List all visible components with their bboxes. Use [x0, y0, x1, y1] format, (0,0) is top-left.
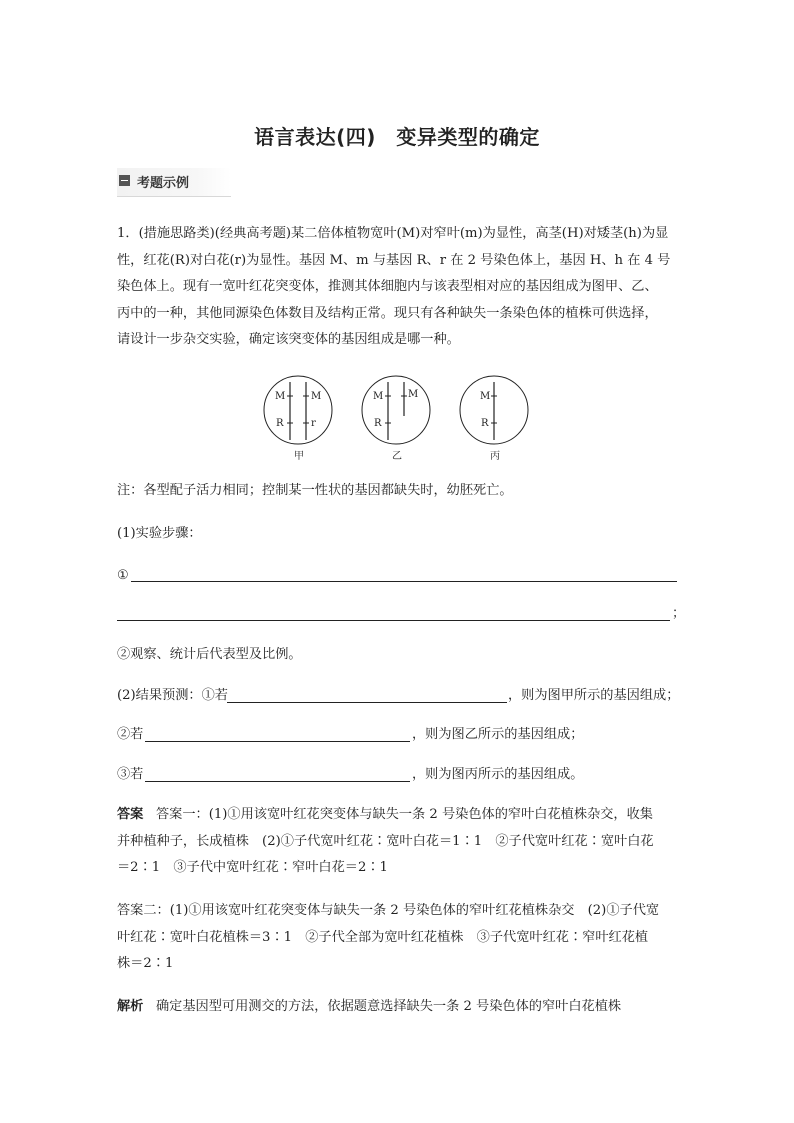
question-line: 1．(措施思路类)(经典高考题)某二倍体植物宽叶(M)对窄叶(m)为显性，高茎(H)对矮茎(h)为显 — [117, 226, 669, 241]
answer-tag: 答案 — [117, 807, 144, 822]
answer-1 — [117, 802, 681, 882]
step1-label: ① — [117, 568, 129, 583]
answer-line: 答案二：(1)①用该宽叶红花突变体与缺失一条 2 号染色体的窄叶红花植株杂交 (2)①子代宽 — [117, 903, 660, 918]
answer-line: 并种植种子，长成植株 (2)①子代宽叶红花∶宽叶白花＝1∶1 ②子代宽叶红花∶宽叶白花 — [117, 833, 654, 849]
question-text — [117, 221, 681, 354]
step1-blank-line-2[interactable] — [117, 620, 670, 621]
gene-label: R — [374, 418, 382, 429]
result3-suffix: ，则为图丙所示的基因组成。 — [412, 767, 584, 782]
section-label: 考题示例 — [137, 176, 190, 191]
gene-label: M — [480, 391, 491, 402]
cell-jia — [264, 376, 332, 462]
step-heading: (1)实验步骤： — [117, 526, 202, 541]
analysis — [117, 994, 681, 1021]
analysis-tag: 解析 — [117, 999, 144, 1014]
page-title: 语言表达(四) 变异类型的确定 — [254, 125, 540, 149]
answer-line: ＝2∶1 ③子代中宽叶红花∶窄叶白花＝2∶1 — [117, 860, 388, 875]
step1-blank-line[interactable] — [131, 581, 677, 582]
result2-blank[interactable] — [145, 741, 410, 742]
result1-prefix: (2)结果预测：①若 — [117, 688, 228, 703]
question-line: 染色体上。现有一宽叶红花突变体，推测其体细胞内与该表型相对应的基因组成为图甲、乙、 — [117, 279, 658, 294]
step1-end: ； — [672, 606, 686, 621]
gene-label: M — [311, 391, 322, 402]
answer-line: 叶红花∶宽叶白花植株＝3∶1 ②子代全部为宽叶红花植株 ③子代宽叶红花∶窄叶红花植 — [117, 929, 649, 945]
cell-bing — [460, 376, 528, 462]
result1-suffix: ，则为图甲所示的基因组成； — [508, 688, 680, 703]
figure-label: 乙 — [392, 451, 402, 462]
gene-label: R — [481, 418, 489, 429]
cell-yi — [362, 376, 430, 462]
answer-line: 答案一：(1)①用该宽叶红花突变体与缺失一条 2 号染色体的窄叶白花植株杂交，收集 — [155, 807, 653, 822]
result3-prefix: ③若 — [117, 767, 144, 782]
gene-label: r — [311, 418, 316, 429]
gene-label: M — [408, 389, 419, 400]
answer-2 — [117, 898, 681, 978]
step2: ②观察、统计后代表型及比例。 — [117, 647, 302, 662]
gene-label: M — [275, 391, 286, 402]
figure-label: 甲 — [294, 451, 304, 462]
gene-label: R — [276, 418, 284, 429]
figure-label: 丙 — [490, 451, 500, 462]
question-line: 性，红花(R)对白花(r)为显性。基因 M、m 与基因 R、r 在 2 号染色体上，基因 H、h 在 4 号 — [117, 252, 671, 268]
section-tag — [117, 168, 231, 197]
section-icon — [119, 175, 130, 186]
question-line: 丙中的一种，其他同源染色体数目及结构正常。现只有各种缺失一条染色体的植株可供选择， — [117, 305, 658, 321]
question-line: 请设计一步杂交实验，确定该突变体的基因组成是哪一种。 — [117, 332, 460, 347]
gene-label: M — [373, 391, 384, 402]
result2-suffix: ，则为图乙所示的基因组成； — [412, 727, 584, 742]
result2-prefix: ②若 — [117, 727, 144, 742]
result1-blank[interactable] — [227, 702, 507, 703]
note: 注：各型配子活力相同；控制某一性状的基因都缺失时，幼胚死亡。 — [117, 483, 513, 498]
result3-blank[interactable] — [145, 781, 410, 782]
chromosome-figure — [262, 374, 532, 464]
analysis-text: 确定基因型可用测交的方法，依据题意选择缺失一条 2 号染色体的窄叶白花植株 — [155, 999, 622, 1014]
answer-line: 株＝2∶1 — [117, 956, 174, 971]
